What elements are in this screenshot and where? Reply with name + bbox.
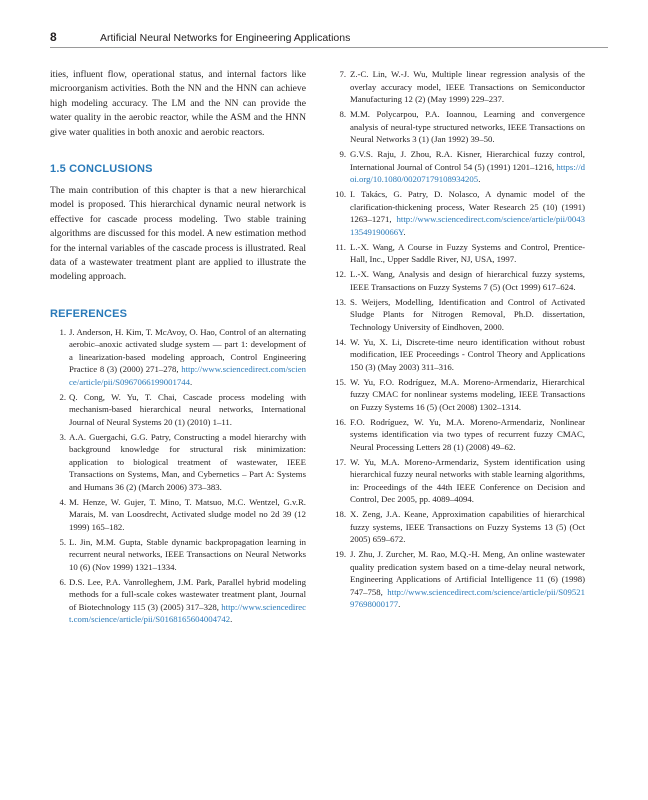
reference-number: 17.	[335, 456, 346, 467]
reference-text: D.S. Lee, P.A. Vanrolleghem, J.M. Park, Parallel hybrid modeling methods for a full-scale cokes wastewater treatment plant, Journal of Biotechnology 115 (3) (2005) 317–328,	[69, 576, 306, 612]
reference-number: 8.	[339, 109, 346, 119]
reference-text: L.-X. Wang, Analysis and design of hierarchical fuzzy systems, IEEE Transactions on Fuzzy Systems 7 (5) (Oct 1999) 617–624.	[350, 269, 585, 292]
reference-tail: .	[230, 614, 233, 625]
reference-item	[330, 336, 585, 374]
conclusions-paragraph: The main contribution of this chapter is that a new hierarchical model is proposed. This hierarchical dynamic neural network is effective for cascade process modeling. Two stable training algorithms are discussed for this model. A new estimation method for the internal variables of the cascade process is illustrated. Real data of a wastewater treatment plant are applied to illustrate the modeling approach.	[50, 185, 306, 283]
reference-number: 5.	[59, 536, 66, 547]
reference-number: 9.	[339, 149, 346, 159]
references-heading: REFERENCES	[50, 307, 128, 320]
reference-text: Q. Cong, W. Yu, T. Chai, Cascade process modeling with mechanism-based hierarchical neural networks, International Journal of Neural Systems 20 (1) (2010) 1–11.	[69, 391, 306, 427]
reference-item	[330, 68, 585, 106]
reference-tail: .	[398, 599, 401, 609]
reference-number: 18.	[335, 509, 346, 519]
reference-item	[330, 108, 585, 146]
reference-number: 2.	[59, 391, 66, 402]
reference-item	[330, 296, 585, 334]
reference-number: 19.	[335, 549, 346, 559]
reference-number: 10.	[335, 189, 346, 199]
reference-link[interactable]: http://www.sciencedirect.com/science/article/pii/004313549190066Y	[350, 214, 585, 237]
reference-item	[50, 391, 306, 429]
reference-tail: .	[190, 376, 193, 387]
reference-text: S. Weijers, Modelling, Identification and Control of Activated Sludge Plants for Nitrogen Removal, Ph.D. dissertation, Technology University of Eindhoven, 2000.	[350, 296, 585, 332]
conclusions-heading: 1.5 CONCLUSIONS	[50, 163, 153, 176]
reference-item	[50, 536, 306, 574]
right-column	[330, 68, 585, 613]
running-title: Artificial Neural Networks for Engineering Applications	[100, 32, 351, 44]
reference-item	[330, 456, 585, 506]
reference-number: 6.	[59, 576, 66, 587]
reference-text: W. Yu, F.O. Rodríguez, M.A. Moreno-Armendariz, Hierarchical fuzzy CMAC for nonlinear systems modeling, IEEE Transactions on Fuzzy Systems 16 (5) (Oct 2008) 1302–1314.	[350, 376, 585, 412]
reference-item	[330, 148, 585, 186]
reference-number: 13.	[335, 296, 346, 307]
reference-text: I. Takács, G. Patry, D. Nolasco, A dynamic model of the clarification-thickening process, Water Research 25 (10) (1991) 1263–1271,	[350, 189, 585, 224]
page-header	[50, 30, 608, 44]
header-rule	[50, 47, 608, 48]
reference-text: G.V.S. Raju, J. Zhou, R.A. Kisner, Hierarchical fuzzy control, International Journal of Control 54 (5) (1991) 1201–1216,	[350, 149, 585, 172]
reference-link[interactable]: https://doi.org/10.1080/00207179108934205	[350, 161, 585, 184]
reference-item	[50, 431, 306, 494]
reference-text: W. Yu, X. Li, Discrete-time neuro identification without robust modification, IEE Proceedings - Control Theory and Applications 150 (3) (May 2003) 311–316.	[350, 336, 585, 372]
reference-text: L.-X. Wang, A Course in Fuzzy Systems and Control, Prentice-Hall, Inc., Upper Saddle River, NJ, USA, 1997.	[350, 241, 585, 264]
reference-link[interactable]: http://www.sciencedirect.com/science/article/pii/S0952197698000177	[350, 586, 585, 609]
reference-link[interactable]: http://www.sciencedirect.com/science/article/pii/S0168165604004742	[69, 601, 306, 625]
reference-number: 1.	[59, 326, 66, 337]
reference-item	[330, 241, 585, 266]
reference-text: A.A. Guergachi, G.G. Patry, Constructing a model hierarchy with background knowledge for structural risk minimization: application to biological treatment of wastewater, IEEE Transactions on Systems, Man, and Cybernetics – Part A: Systems and Humans 36 (2) (March 2006) 373–383.	[69, 431, 306, 492]
left-column	[50, 68, 306, 628]
reference-number: 11.	[335, 241, 346, 252]
reference-link[interactable]: http://www.sciencedirect.com/science/article/pii/S0967066199001744	[69, 364, 306, 387]
reference-text: F.O. Rodríguez, W. Yu, M.A. Moreno-Armendariz, Nonlinear systems identification via two types of recurrent fuzzy CMAC, Neural Processing Letters 28 (1) (2008) 49–62.	[350, 416, 585, 452]
reference-number: 14.	[335, 336, 346, 347]
intro-paragraph: ities, influent flow, operational status, and internal factors like microorganism activities. Both the NN and the HNN can achieve high modeling accuracy. The LM and the NN can provide the water quality in the aerobic reactor, while the ASM and the HNN give water qualities in both anoxic and aerobic reactors.	[50, 69, 306, 138]
reference-item	[50, 326, 306, 389]
reference-number: 4.	[59, 496, 66, 507]
reference-text: J. Anderson, H. Kim, T. McAvoy, O. Hao, Control of an alternating aerobic–anoxic activated sludge system — part 1: development of a linearization-based modeling approach, Control Engineering Practice 8 (3) (2000) 271–278,	[69, 326, 306, 375]
reference-text: Z.-C. Lin, W.-J. Wu, Multiple linear regression analysis of the overlay accuracy model, IEEE Transactions on Semiconductor Manufacturing 12 (2) (May 1999) 229–237.	[350, 69, 585, 104]
page-number: 8	[50, 30, 57, 44]
reference-text: J. Zhu, J. Zurcher, M. Rao, M.Q.-H. Meng, An online wastewater quality predication system based on a time-delay neural network, Engineering Applications of Artificial Intelligence 11 (6) (1998) 747–758,	[350, 549, 585, 597]
references-list-right	[330, 68, 585, 611]
reference-text: M.M. Polycarpou, P.A. Ioannou, Learning and convergence analysis of neural-type structured networks, IEEE Transactions on Neural Networks 3 (1) (Jan 1992) 39–50.	[350, 109, 585, 144]
reference-number: 7.	[339, 69, 346, 79]
reference-number: 15.	[335, 376, 346, 387]
reference-item	[330, 416, 585, 454]
reference-item	[50, 496, 306, 534]
reference-number: 12.	[335, 269, 346, 279]
reference-number: 16.	[335, 416, 346, 427]
reference-item	[330, 548, 585, 611]
reference-text: W. Yu, M.A. Moreno-Armendariz, System identification using hierarchical fuzzy neural networks with stable learning algorithms, in: Proceedings of the 44th IEEE Conference on Decision and Control, Dec 2005, pp. 4089–4094.	[350, 456, 585, 504]
reference-text: L. Jin, M.M. Gupta, Stable dynamic backpropagation learning in recurrent neural networks, IEEE Transactions on Neural Networks 10 (6) (Nov 1999) 1321–1334.	[69, 536, 306, 572]
reference-item	[330, 508, 585, 546]
references-list-left	[50, 326, 306, 626]
reference-text: X. Zeng, J.A. Keane, Approximation capabilities of hierarchical fuzzy systems, IEEE Transactions on Fuzzy Systems 13 (5) (Oct 2005) 659–672.	[350, 509, 585, 544]
reference-item	[50, 576, 306, 626]
reference-item	[330, 188, 585, 238]
reference-item	[330, 376, 585, 414]
reference-tail: .	[478, 174, 481, 184]
reference-text: M. Henze, W. Gujer, T. Mino, T. Matsuo, M.C. Wentzel, G.v.R. Marais, M. van Loosdrecht, Activated sludge model no 2d 39 (12 1999) 165–182.	[69, 496, 306, 532]
reference-number: 3.	[59, 431, 66, 442]
reference-item	[330, 268, 585, 293]
reference-tail: .	[403, 226, 406, 237]
